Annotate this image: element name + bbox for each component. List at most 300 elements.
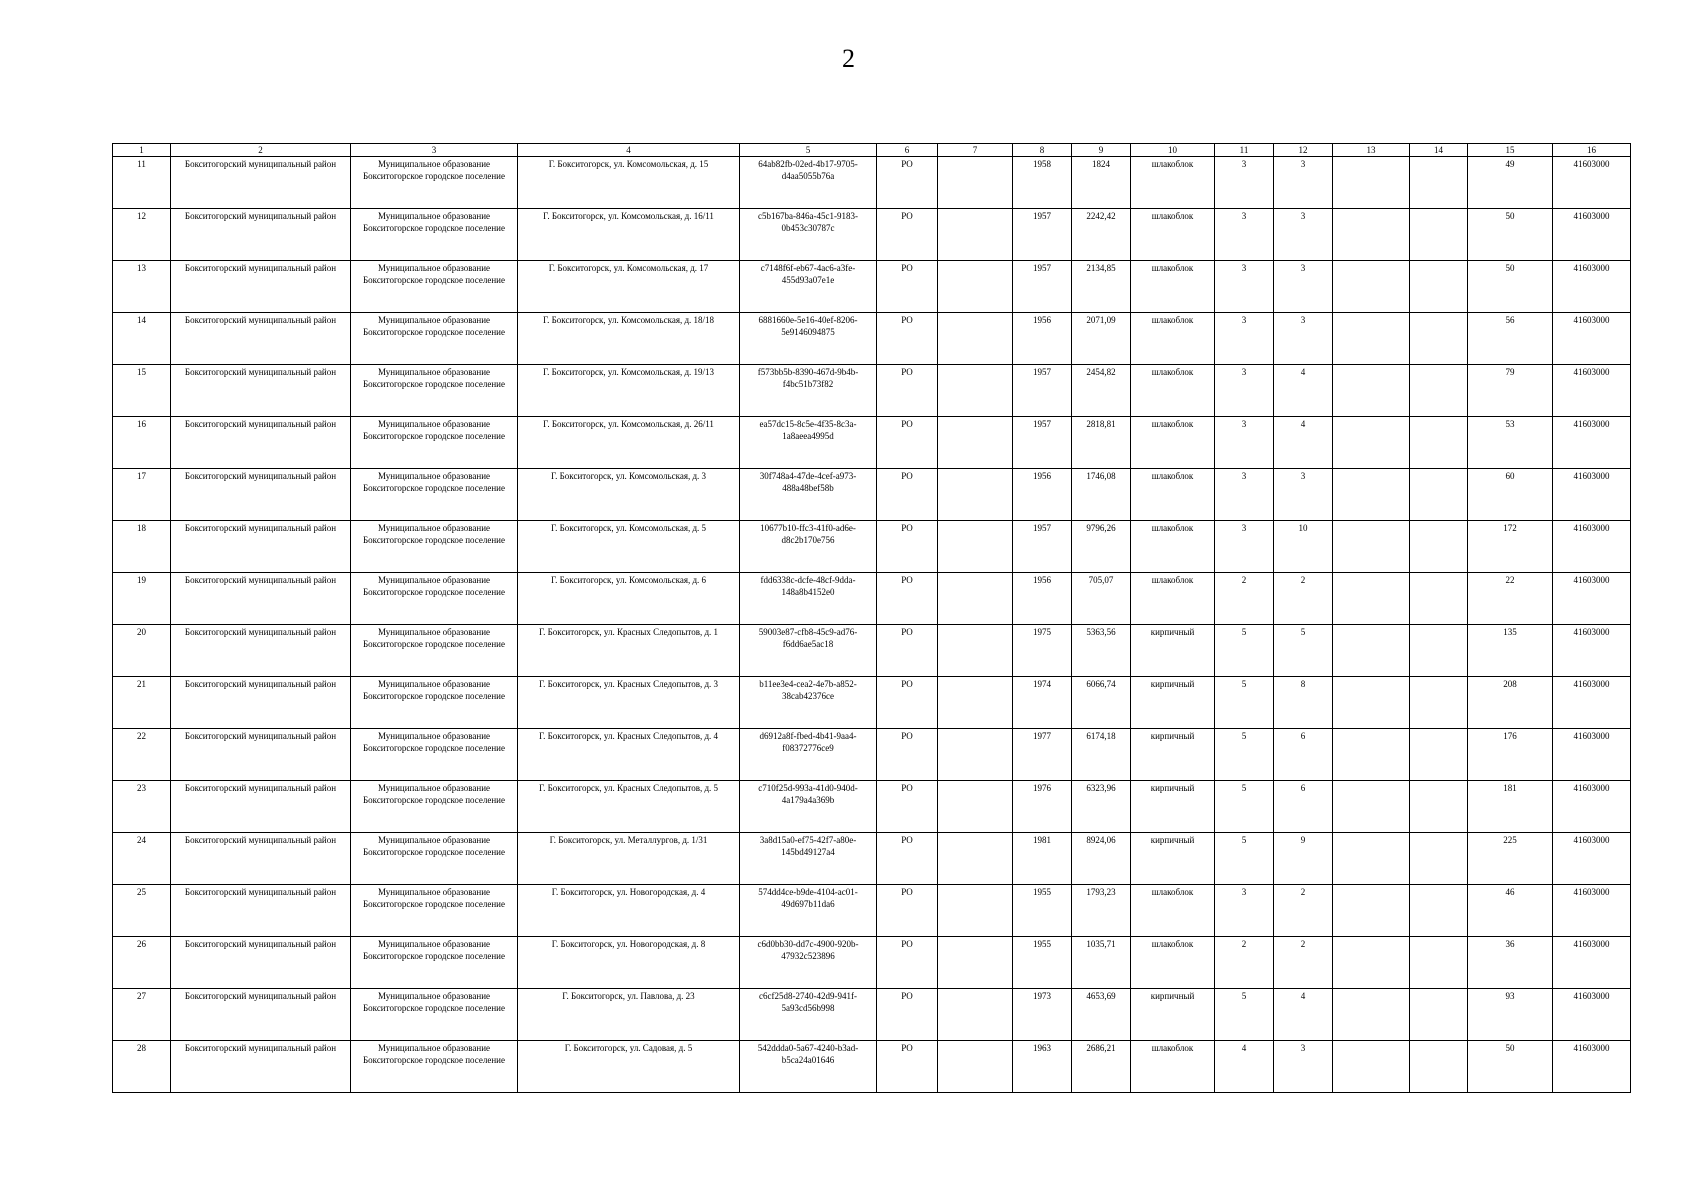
oktmo-cell: 41603000 — [1553, 885, 1631, 937]
address-cell: Г. Бокситогорск, ул. Новогородская, д. 8 — [518, 937, 740, 989]
year-cell: 1957 — [1013, 209, 1072, 261]
row-number-cell: 17 — [113, 469, 171, 521]
table-row — [113, 1041, 1631, 1093]
wall-material-cell: шлакоблок — [1131, 469, 1215, 521]
guid-cell: c6cf25d8-2740-42d9-941f-5a93cd56b998 — [740, 989, 877, 1041]
address-cell: Г. Бокситогорск, ул. Комсомольская, д. 26/11 — [518, 417, 740, 469]
apartments-cell: 181 — [1468, 781, 1553, 833]
municipality-cell: Муниципальное образование Бокситогорское городское поселение — [351, 365, 518, 417]
column-7-cell — [938, 313, 1013, 365]
table-row — [113, 781, 1631, 833]
wall-material-cell: шлакоблок — [1131, 885, 1215, 937]
year-cell: 1958 — [1013, 157, 1072, 209]
floors-cell: 3 — [1215, 885, 1274, 937]
column-13-cell — [1333, 937, 1410, 989]
table-row — [113, 885, 1631, 937]
oktmo-cell: 41603000 — [1553, 989, 1631, 1041]
column-header-7: 7 — [938, 144, 1013, 157]
row-number-cell: 14 — [113, 313, 171, 365]
column-14-cell — [1410, 833, 1468, 885]
row-number-cell: 12 — [113, 209, 171, 261]
municipality-cell: Муниципальное образование Бокситогорское городское поселение — [351, 625, 518, 677]
table-header-row — [113, 144, 1631, 157]
column-7-cell — [938, 781, 1013, 833]
type-cell: РО — [877, 625, 938, 677]
guid-cell: 30f748a4-47de-4cef-a973-488a48bef58b — [740, 469, 877, 521]
column-13-cell — [1333, 729, 1410, 781]
column-13-cell — [1333, 365, 1410, 417]
municipality-cell: Муниципальное образование Бокситогорское городское поселение — [351, 157, 518, 209]
address-cell: Г. Бокситогорск, ул. Комсомольская, д. 15 — [518, 157, 740, 209]
column-header-4: 4 — [518, 144, 740, 157]
apartments-cell: 135 — [1468, 625, 1553, 677]
column-14-cell — [1410, 365, 1468, 417]
district-cell: Бокситогорский муниципальный район — [171, 573, 351, 625]
district-cell: Бокситогорский муниципальный район — [171, 521, 351, 573]
municipality-cell: Муниципальное образование Бокситогорское городское поселение — [351, 989, 518, 1041]
row-number-cell: 27 — [113, 989, 171, 1041]
municipality-cell: Муниципальное образование Бокситогорское городское поселение — [351, 261, 518, 313]
column-13-cell — [1333, 781, 1410, 833]
area-cell: 705,07 — [1072, 573, 1131, 625]
oktmo-cell: 41603000 — [1553, 677, 1631, 729]
column-header-8: 8 — [1013, 144, 1072, 157]
wall-material-cell: шлакоблок — [1131, 157, 1215, 209]
floors-cell: 3 — [1215, 365, 1274, 417]
column-14-cell — [1410, 781, 1468, 833]
district-cell: Бокситогорский муниципальный район — [171, 677, 351, 729]
floors-cell: 3 — [1215, 469, 1274, 521]
municipality-cell: Муниципальное образование Бокситогорское городское поселение — [351, 313, 518, 365]
guid-cell: b11ee3e4-cea2-4e7b-a852-38cab42376ce — [740, 677, 877, 729]
type-cell: РО — [877, 885, 938, 937]
year-cell: 1956 — [1013, 573, 1072, 625]
district-cell: Бокситогорский муниципальный район — [171, 417, 351, 469]
column-14-cell — [1410, 729, 1468, 781]
address-cell: Г. Бокситогорск, ул. Комсомольская, д. 5 — [518, 521, 740, 573]
column-header-3: 3 — [351, 144, 518, 157]
floors-cell: 5 — [1215, 833, 1274, 885]
area-cell: 6174,18 — [1072, 729, 1131, 781]
guid-cell: d6912a8f-fbed-4b41-9aa4-f08372776ce9 — [740, 729, 877, 781]
column-13-cell — [1333, 625, 1410, 677]
guid-cell: 542ddda0-5a67-4240-b3ad-b5ca24a01646 — [740, 1041, 877, 1093]
column-13-cell — [1333, 469, 1410, 521]
column-7-cell — [938, 521, 1013, 573]
column-13-cell — [1333, 313, 1410, 365]
apartments-cell: 208 — [1468, 677, 1553, 729]
municipality-cell: Муниципальное образование Бокситогорское городское поселение — [351, 729, 518, 781]
row-number-cell: 24 — [113, 833, 171, 885]
oktmo-cell: 41603000 — [1553, 625, 1631, 677]
year-cell: 1963 — [1013, 1041, 1072, 1093]
apartments-cell: 50 — [1468, 261, 1553, 313]
column-7-cell — [938, 937, 1013, 989]
year-cell: 1957 — [1013, 261, 1072, 313]
oktmo-cell: 41603000 — [1553, 833, 1631, 885]
apartments-cell: 79 — [1468, 365, 1553, 417]
type-cell: РО — [877, 729, 938, 781]
apartments-cell: 46 — [1468, 885, 1553, 937]
table-row — [113, 729, 1631, 781]
column-header-16: 16 — [1553, 144, 1631, 157]
area-cell: 2242,42 — [1072, 209, 1131, 261]
table-row — [113, 469, 1631, 521]
type-cell: РО — [877, 833, 938, 885]
floors-cell: 5 — [1215, 781, 1274, 833]
entrances-cell: 6 — [1274, 781, 1333, 833]
entrances-cell: 4 — [1274, 365, 1333, 417]
wall-material-cell: кирпичный — [1131, 729, 1215, 781]
guid-cell: 10677b10-ffc3-41f0-ad6e-d8c2b170e756 — [740, 521, 877, 573]
area-cell: 8924,06 — [1072, 833, 1131, 885]
district-cell: Бокситогорский муниципальный район — [171, 937, 351, 989]
area-cell: 2071,09 — [1072, 313, 1131, 365]
year-cell: 1957 — [1013, 417, 1072, 469]
municipality-cell: Муниципальное образование Бокситогорское городское поселение — [351, 885, 518, 937]
row-number-cell: 28 — [113, 1041, 171, 1093]
column-7-cell — [938, 989, 1013, 1041]
guid-cell: ea57dc15-8c5e-4f35-8c3a-1a8aeea4995d — [740, 417, 877, 469]
wall-material-cell: кирпичный — [1131, 989, 1215, 1041]
row-number-cell: 15 — [113, 365, 171, 417]
column-header-11: 11 — [1215, 144, 1274, 157]
area-cell: 6066,74 — [1072, 677, 1131, 729]
row-number-cell: 22 — [113, 729, 171, 781]
entrances-cell: 2 — [1274, 937, 1333, 989]
apartments-cell: 93 — [1468, 989, 1553, 1041]
oktmo-cell: 41603000 — [1553, 573, 1631, 625]
column-7-cell — [938, 1041, 1013, 1093]
column-13-cell — [1333, 677, 1410, 729]
year-cell: 1977 — [1013, 729, 1072, 781]
oktmo-cell: 41603000 — [1553, 261, 1631, 313]
entrances-cell: 8 — [1274, 677, 1333, 729]
year-cell: 1974 — [1013, 677, 1072, 729]
address-cell: Г. Бокситогорск, ул. Комсомольская, д. 17 — [518, 261, 740, 313]
guid-cell: 64ab82fb-02ed-4b17-9705-d4aa5055b76a — [740, 157, 877, 209]
wall-material-cell: шлакоблок — [1131, 313, 1215, 365]
entrances-cell: 10 — [1274, 521, 1333, 573]
area-cell: 4653,69 — [1072, 989, 1131, 1041]
column-14-cell — [1410, 677, 1468, 729]
oktmo-cell: 41603000 — [1553, 417, 1631, 469]
column-7-cell — [938, 209, 1013, 261]
apartments-cell: 50 — [1468, 1041, 1553, 1093]
area-cell: 2134,85 — [1072, 261, 1131, 313]
entrances-cell: 3 — [1274, 261, 1333, 313]
address-cell: Г. Бокситогорск, ул. Павлова, д. 23 — [518, 989, 740, 1041]
floors-cell: 3 — [1215, 157, 1274, 209]
district-cell: Бокситогорский муниципальный район — [171, 313, 351, 365]
area-cell: 9796,26 — [1072, 521, 1131, 573]
apartments-cell: 172 — [1468, 521, 1553, 573]
entrances-cell: 3 — [1274, 209, 1333, 261]
year-cell: 1976 — [1013, 781, 1072, 833]
wall-material-cell: кирпичный — [1131, 625, 1215, 677]
area-cell: 5363,56 — [1072, 625, 1131, 677]
wall-material-cell: шлакоблок — [1131, 1041, 1215, 1093]
address-cell: Г. Бокситогорск, ул. Комсомольская, д. 19/13 — [518, 365, 740, 417]
municipality-cell: Муниципальное образование Бокситогорское городское поселение — [351, 469, 518, 521]
row-number-cell: 13 — [113, 261, 171, 313]
column-7-cell — [938, 833, 1013, 885]
column-14-cell — [1410, 989, 1468, 1041]
type-cell: РО — [877, 313, 938, 365]
municipality-cell: Муниципальное образование Бокситогорское городское поселение — [351, 521, 518, 573]
apartments-cell: 50 — [1468, 209, 1553, 261]
address-cell: Г. Бокситогорск, ул. Новогородская, д. 4 — [518, 885, 740, 937]
address-cell: Г. Бокситогорск, ул. Красных Следопытов, д. 1 — [518, 625, 740, 677]
oktmo-cell: 41603000 — [1553, 937, 1631, 989]
area-cell: 1824 — [1072, 157, 1131, 209]
entrances-cell: 3 — [1274, 157, 1333, 209]
municipality-cell: Муниципальное образование Бокситогорское городское поселение — [351, 677, 518, 729]
column-14-cell — [1410, 469, 1468, 521]
address-cell: Г. Бокситогорск, ул. Комсомольская, д. 3 — [518, 469, 740, 521]
table-row — [113, 677, 1631, 729]
address-cell: Г. Бокситогорск, ул. Металлургов, д. 1/31 — [518, 833, 740, 885]
district-cell: Бокситогорский муниципальный район — [171, 781, 351, 833]
table-row — [113, 313, 1631, 365]
entrances-cell: 9 — [1274, 833, 1333, 885]
wall-material-cell: шлакоблок — [1131, 521, 1215, 573]
column-14-cell — [1410, 1041, 1468, 1093]
wall-material-cell: шлакоблок — [1131, 417, 1215, 469]
type-cell: РО — [877, 989, 938, 1041]
year-cell: 1956 — [1013, 313, 1072, 365]
column-7-cell — [938, 885, 1013, 937]
type-cell: РО — [877, 781, 938, 833]
wall-material-cell: шлакоблок — [1131, 209, 1215, 261]
guid-cell: 574dd4ce-b9de-4104-ac01-49d697b11da6 — [740, 885, 877, 937]
row-number-cell: 25 — [113, 885, 171, 937]
municipality-cell: Муниципальное образование Бокситогорское городское поселение — [351, 417, 518, 469]
year-cell: 1955 — [1013, 937, 1072, 989]
entrances-cell: 3 — [1274, 469, 1333, 521]
table-row — [113, 521, 1631, 573]
entrances-cell: 5 — [1274, 625, 1333, 677]
guid-cell: fdd6338c-dcfe-48cf-9dda-148a8b4152e0 — [740, 573, 877, 625]
type-cell: РО — [877, 209, 938, 261]
column-13-cell — [1333, 261, 1410, 313]
guid-cell: c710f25d-993a-41d0-940d-4a179a4a369b — [740, 781, 877, 833]
district-cell: Бокситогорский муниципальный район — [171, 209, 351, 261]
column-header-5: 5 — [740, 144, 877, 157]
guid-cell: 59003e87-cfb8-45c9-ad76-f6dd6ae5ac18 — [740, 625, 877, 677]
type-cell: РО — [877, 937, 938, 989]
year-cell: 1957 — [1013, 365, 1072, 417]
district-cell: Бокситогорский муниципальный район — [171, 833, 351, 885]
address-cell: Г. Бокситогорск, ул. Красных Следопытов, д. 5 — [518, 781, 740, 833]
column-header-6: 6 — [877, 144, 938, 157]
wall-material-cell: шлакоблок — [1131, 573, 1215, 625]
municipality-cell: Муниципальное образование Бокситогорское городское поселение — [351, 781, 518, 833]
address-cell: Г. Бокситогорск, ул. Комсомольская, д. 6 — [518, 573, 740, 625]
year-cell: 1956 — [1013, 469, 1072, 521]
district-cell: Бокситогорский муниципальный район — [171, 157, 351, 209]
district-cell: Бокситогорский муниципальный район — [171, 365, 351, 417]
district-cell: Бокситогорский муниципальный район — [171, 469, 351, 521]
housing-register-table — [112, 143, 1631, 1093]
apartments-cell: 176 — [1468, 729, 1553, 781]
column-14-cell — [1410, 157, 1468, 209]
column-13-cell — [1333, 521, 1410, 573]
district-cell: Бокситогорский муниципальный район — [171, 989, 351, 1041]
column-13-cell — [1333, 157, 1410, 209]
column-7-cell — [938, 625, 1013, 677]
column-7-cell — [938, 677, 1013, 729]
type-cell: РО — [877, 261, 938, 313]
table-row — [113, 209, 1631, 261]
area-cell: 1746,08 — [1072, 469, 1131, 521]
column-14-cell — [1410, 885, 1468, 937]
guid-cell: 3a8d15a0-ef75-42f7-a80e-145bd49127a4 — [740, 833, 877, 885]
table-row — [113, 365, 1631, 417]
apartments-cell: 53 — [1468, 417, 1553, 469]
year-cell: 1955 — [1013, 885, 1072, 937]
apartments-cell: 225 — [1468, 833, 1553, 885]
floors-cell: 2 — [1215, 937, 1274, 989]
year-cell: 1957 — [1013, 521, 1072, 573]
column-13-cell — [1333, 885, 1410, 937]
floors-cell: 3 — [1215, 521, 1274, 573]
year-cell: 1981 — [1013, 833, 1072, 885]
district-cell: Бокситогорский муниципальный район — [171, 261, 351, 313]
municipality-cell: Муниципальное образование Бокситогорское городское поселение — [351, 833, 518, 885]
column-13-cell — [1333, 1041, 1410, 1093]
column-7-cell — [938, 729, 1013, 781]
wall-material-cell: шлакоблок — [1131, 937, 1215, 989]
wall-material-cell: шлакоблок — [1131, 365, 1215, 417]
row-number-cell: 23 — [113, 781, 171, 833]
type-cell: РО — [877, 521, 938, 573]
column-14-cell — [1410, 417, 1468, 469]
row-number-cell: 26 — [113, 937, 171, 989]
address-cell: Г. Бокситогорск, ул. Садовая, д. 5 — [518, 1041, 740, 1093]
table-row — [113, 261, 1631, 313]
oktmo-cell: 41603000 — [1553, 365, 1631, 417]
oktmo-cell: 41603000 — [1553, 469, 1631, 521]
entrances-cell: 3 — [1274, 313, 1333, 365]
column-14-cell — [1410, 313, 1468, 365]
row-number-cell: 11 — [113, 157, 171, 209]
address-cell: Г. Бокситогорск, ул. Красных Следопытов, д. 4 — [518, 729, 740, 781]
column-header-9: 9 — [1072, 144, 1131, 157]
apartments-cell: 36 — [1468, 937, 1553, 989]
table-row — [113, 625, 1631, 677]
floors-cell: 5 — [1215, 677, 1274, 729]
oktmo-cell: 41603000 — [1553, 1041, 1631, 1093]
row-number-cell: 21 — [113, 677, 171, 729]
apartments-cell: 56 — [1468, 313, 1553, 365]
row-number-cell: 16 — [113, 417, 171, 469]
column-7-cell — [938, 417, 1013, 469]
district-cell: Бокситогорский муниципальный район — [171, 625, 351, 677]
type-cell: РО — [877, 1041, 938, 1093]
oktmo-cell: 41603000 — [1553, 313, 1631, 365]
guid-cell: 6881660e-5e16-40ef-8206-5e9146094875 — [740, 313, 877, 365]
column-13-cell — [1333, 209, 1410, 261]
table-row — [113, 937, 1631, 989]
column-header-12: 12 — [1274, 144, 1333, 157]
area-cell: 2686,21 — [1072, 1041, 1131, 1093]
floors-cell: 2 — [1215, 573, 1274, 625]
guid-cell: c6d0bb30-dd7c-4900-920b-47932c523896 — [740, 937, 877, 989]
column-14-cell — [1410, 937, 1468, 989]
address-cell: Г. Бокситогорск, ул. Комсомольская, д. 16/11 — [518, 209, 740, 261]
year-cell: 1975 — [1013, 625, 1072, 677]
apartments-cell: 49 — [1468, 157, 1553, 209]
column-header-2: 2 — [171, 144, 351, 157]
wall-material-cell: шлакоблок — [1131, 261, 1215, 313]
column-header-14: 14 — [1410, 144, 1468, 157]
type-cell: РО — [877, 157, 938, 209]
municipality-cell: Муниципальное образование Бокситогорское городское поселение — [351, 209, 518, 261]
floors-cell: 5 — [1215, 989, 1274, 1041]
entrances-cell: 4 — [1274, 989, 1333, 1041]
entrances-cell: 6 — [1274, 729, 1333, 781]
table-row — [113, 573, 1631, 625]
column-7-cell — [938, 365, 1013, 417]
floors-cell: 4 — [1215, 1041, 1274, 1093]
column-14-cell — [1410, 209, 1468, 261]
year-cell: 1973 — [1013, 989, 1072, 1041]
area-cell: 1035,71 — [1072, 937, 1131, 989]
column-14-cell — [1410, 573, 1468, 625]
guid-cell: f573bb5b-8390-467d-9b4b-f4bc51b73f82 — [740, 365, 877, 417]
column-7-cell — [938, 573, 1013, 625]
oktmo-cell: 41603000 — [1553, 781, 1631, 833]
table-row — [113, 417, 1631, 469]
municipality-cell: Муниципальное образование Бокситогорское городское поселение — [351, 1041, 518, 1093]
guid-cell: c7148f6f-eb67-4ac6-a3fe-455d93a07e1e — [740, 261, 877, 313]
entrances-cell: 2 — [1274, 573, 1333, 625]
wall-material-cell: кирпичный — [1131, 833, 1215, 885]
floors-cell: 5 — [1215, 625, 1274, 677]
column-header-15: 15 — [1468, 144, 1553, 157]
column-7-cell — [938, 261, 1013, 313]
column-7-cell — [938, 469, 1013, 521]
row-number-cell: 20 — [113, 625, 171, 677]
floors-cell: 3 — [1215, 417, 1274, 469]
page-number: 2 — [842, 44, 855, 73]
address-cell: Г. Бокситогорск, ул. Комсомольская, д. 18/18 — [518, 313, 740, 365]
column-14-cell — [1410, 625, 1468, 677]
oktmo-cell: 41603000 — [1553, 157, 1631, 209]
area-cell: 6323,96 — [1072, 781, 1131, 833]
column-13-cell — [1333, 989, 1410, 1041]
table-row — [113, 833, 1631, 885]
entrances-cell: 2 — [1274, 885, 1333, 937]
entrances-cell: 3 — [1274, 1041, 1333, 1093]
row-number-cell: 19 — [113, 573, 171, 625]
wall-material-cell: кирпичный — [1131, 781, 1215, 833]
column-header-13: 13 — [1333, 144, 1410, 157]
area-cell: 2454,82 — [1072, 365, 1131, 417]
district-cell: Бокситогорский муниципальный район — [171, 729, 351, 781]
oktmo-cell: 41603000 — [1553, 521, 1631, 573]
apartments-cell: 22 — [1468, 573, 1553, 625]
floors-cell: 3 — [1215, 313, 1274, 365]
floors-cell: 3 — [1215, 209, 1274, 261]
column-header-1: 1 — [113, 144, 171, 157]
column-header-10: 10 — [1131, 144, 1215, 157]
type-cell: РО — [877, 677, 938, 729]
apartments-cell: 60 — [1468, 469, 1553, 521]
area-cell: 1793,23 — [1072, 885, 1131, 937]
municipality-cell: Муниципальное образование Бокситогорское городское поселение — [351, 937, 518, 989]
